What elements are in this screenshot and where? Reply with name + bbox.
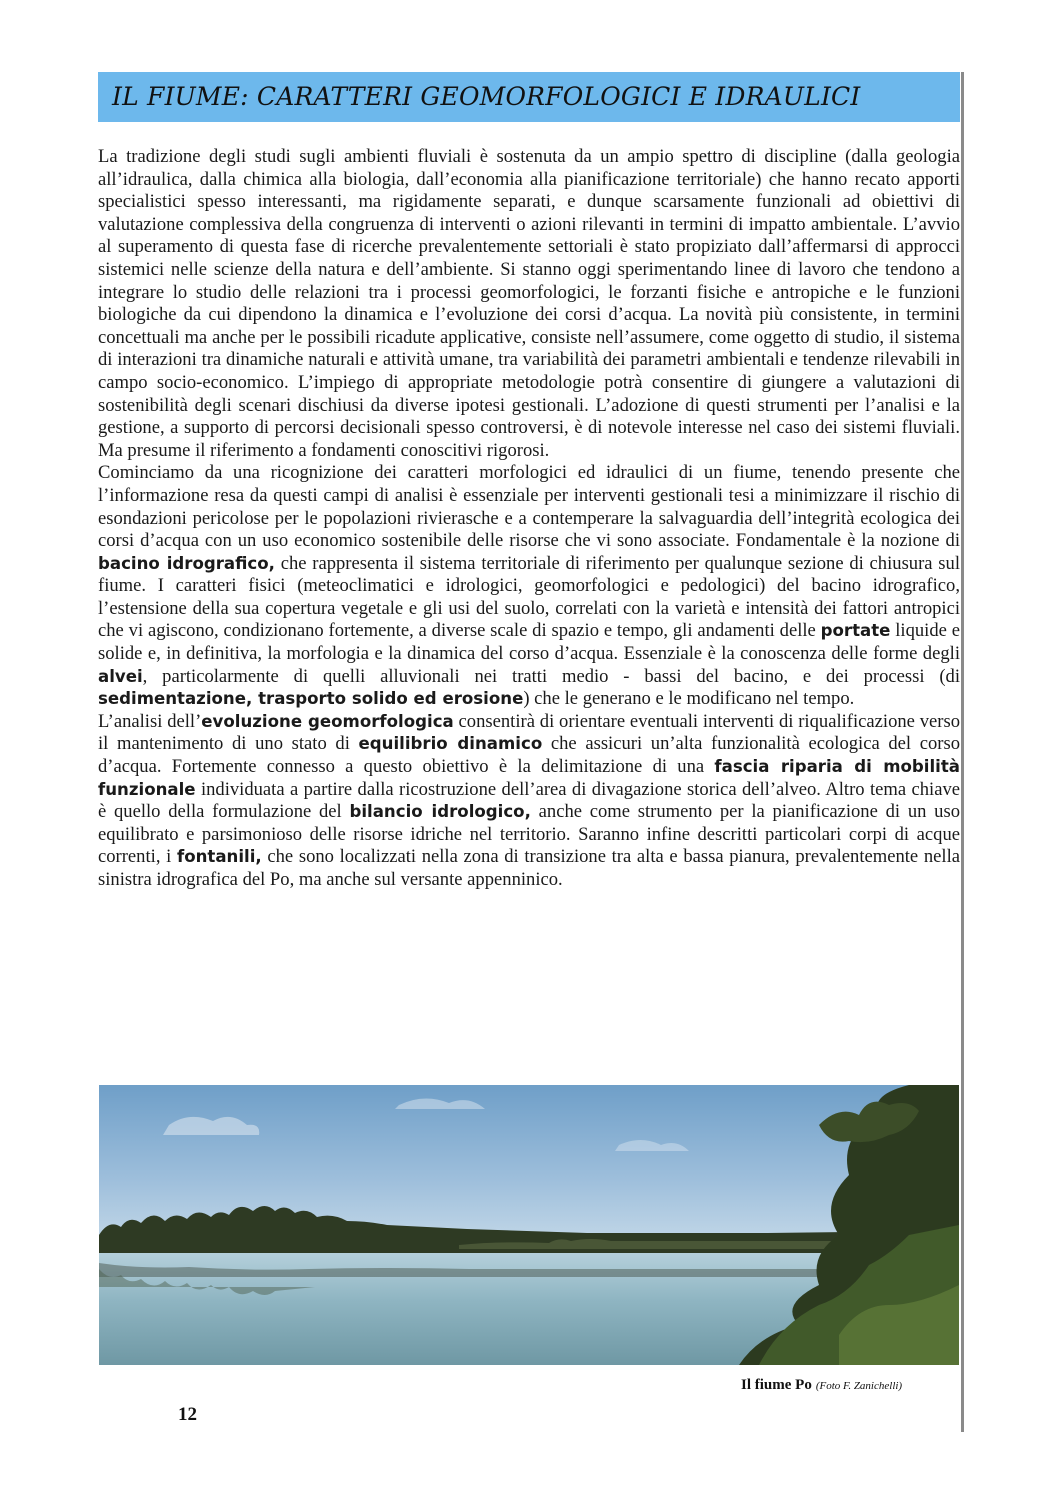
caption-title: Il fiume Po [741, 1377, 812, 1393]
text-run: , particolarmente di quelli alluvionali nei tratti medio - bassi del bacino, e dei processi (di [142, 665, 960, 687]
photo-caption [741, 1376, 902, 1394]
term-evoluzione-geomorfologica: evoluzione geomorfologica [201, 711, 454, 731]
caption-credit: (Foto F. Zanichelli) [815, 1380, 903, 1392]
term-bilancio-idrologico: bilancio idrologico, [349, 802, 531, 822]
text-run: Cominciamo da una ricognizione dei caratteri morfologici ed idraulici di un fiume, tenendo presente che l’informazione resa da questi campi di analisi è essenziale per interventi gestionali tesi a minimizzare il rischio di esondazioni pericolose per le popolazioni rivierasche e a contemperare la salvaguardia dell’integrità ecologica dei corsi d’acqua con un uso economico sostenibile delle risorse che vi sono associate. Fondamentale è la nozione di [98, 462, 960, 552]
term-fascia-riparia: fascia riparia di mobilità funzionale [98, 757, 960, 799]
term-portate: portate [820, 621, 891, 641]
term-fontanili: fontanili, [176, 847, 262, 867]
text-run: individuata a partire dalla ricostruzione dell’area di divagazione storica dell’alveo. Altro tema chiave è quello della formulazione del [98, 778, 960, 823]
text-run: che sono localizzati nella zona di transizione tra alta e bassa pianura, prevalentemente nella sinistra idrografica del Po, ma anche sul versante appenninico. [98, 846, 960, 890]
term-sedimentazione: sedimentazione, trasporto solido ed erosione [98, 689, 524, 709]
text-run: ) che le generano e le modificano nel tempo. [523, 688, 855, 710]
term-alvei: alvei [98, 666, 143, 686]
page-number: 12 [178, 1404, 197, 1425]
text-run: L’analisi dell’ [98, 710, 202, 732]
paragraph-2 [98, 462, 960, 711]
right-margin-rule [961, 72, 964, 1432]
text-run: liquide e solide e, in definitiva, la morfologia e la dinamica del corso d’acqua. Essenziale è la conoscenza delle forme degli [98, 620, 960, 665]
river-photo [99, 1085, 959, 1365]
text-run: che rappresenta il sistema territoriale di riferimento per qualunque sezione di chiusura sul fiume. I caratteri fisici (meteoclimatici e idrologici, geomorfologici e pedologici) del bacino idrografico, l’estensione della sua copertura vegetale e gli usi del suolo, correlati con la varietà e intensità dei fattori antropici che vi agiscono, condizionano fortemente, a diverse scale di spazio e tempo, gli andamenti delle [98, 552, 960, 642]
text-run: anche come strumento per la pianificazione di un uso equilibrato e parsimonioso delle risorse idriche nel territorio. Saranno infine descritti particolari corpi di acque correnti, i [98, 801, 960, 868]
term-bacino-idrografico: bacino idrografico, [98, 553, 275, 573]
title-bar [98, 72, 960, 122]
body-text [98, 146, 960, 892]
page-title: IL FIUME: CARATTERI GEOMORFOLOGICI E IDRAULICI [112, 82, 861, 111]
text-run: che assicuri un’alta funzionalità ecologica del corso d’acqua. Fortemente connesso a questo obiettivo è la delimitazione di una [98, 733, 960, 778]
paragraph-1: La tradizione degli studi sugli ambienti fluviali è sostenuta da un ampio spettro di discipline (dalla geologia all’idraulica, dalla chimica alla biologia, dall’economia alla pianificazione territoriale) che hanno recato apporti specialistici spesso interessanti, ma rigidamente separati, e dunque scarsamente funzionali ad obiettivi di valutazione complessiva della congruenza di interventi o azioni rilevanti in termini di impatto ambientale. L’avvio al superamento di questa fase di ricerche prevalentemente settoriali è stato propiziato dall’affermarsi di approcci sistemici nelle scienze della natura e dell’ambiente. Si stanno oggi sperimentando linee di lavoro che tendono a integrare lo studio delle relazioni tra i processi geomorfologici, le forzanti fisiche e antropiche e le funzioni biologiche da cui dipendono la dinamica e l’evoluzione dei corsi d’acqua. La novità più consistente, in termini concettuali ma anche per le possibili ricadute applicative, consiste nell’assumere, come oggetto di studio, il sistema di interazioni tra dinamiche naturali e attività umane, tra variabilità dei parametri ambientali e tendenze rilevabili in campo socio-economico. L’impiego di appropriate metodologie potrà consentire di giungere a valutazioni di sostenibilità degli scenari dischiusi da diverse ipotesi gestionali. L’adozione di questi strumenti per l’analisi e la gestione, a supporto di percorsi decisionali spesso controversi, è di notevole interesse nel caso dei sistemi fluviali. Ma presume il riferimento a fondamenti conoscitivi rigorosi. [98, 146, 960, 461]
term-equilibrio-dinamico: equilibrio dinamico [358, 734, 543, 754]
paragraph-3 [98, 711, 960, 892]
text-run: consentirà di orientare eventuali interventi di riqualificazione verso il mantenimento di uno stato di [98, 710, 960, 755]
